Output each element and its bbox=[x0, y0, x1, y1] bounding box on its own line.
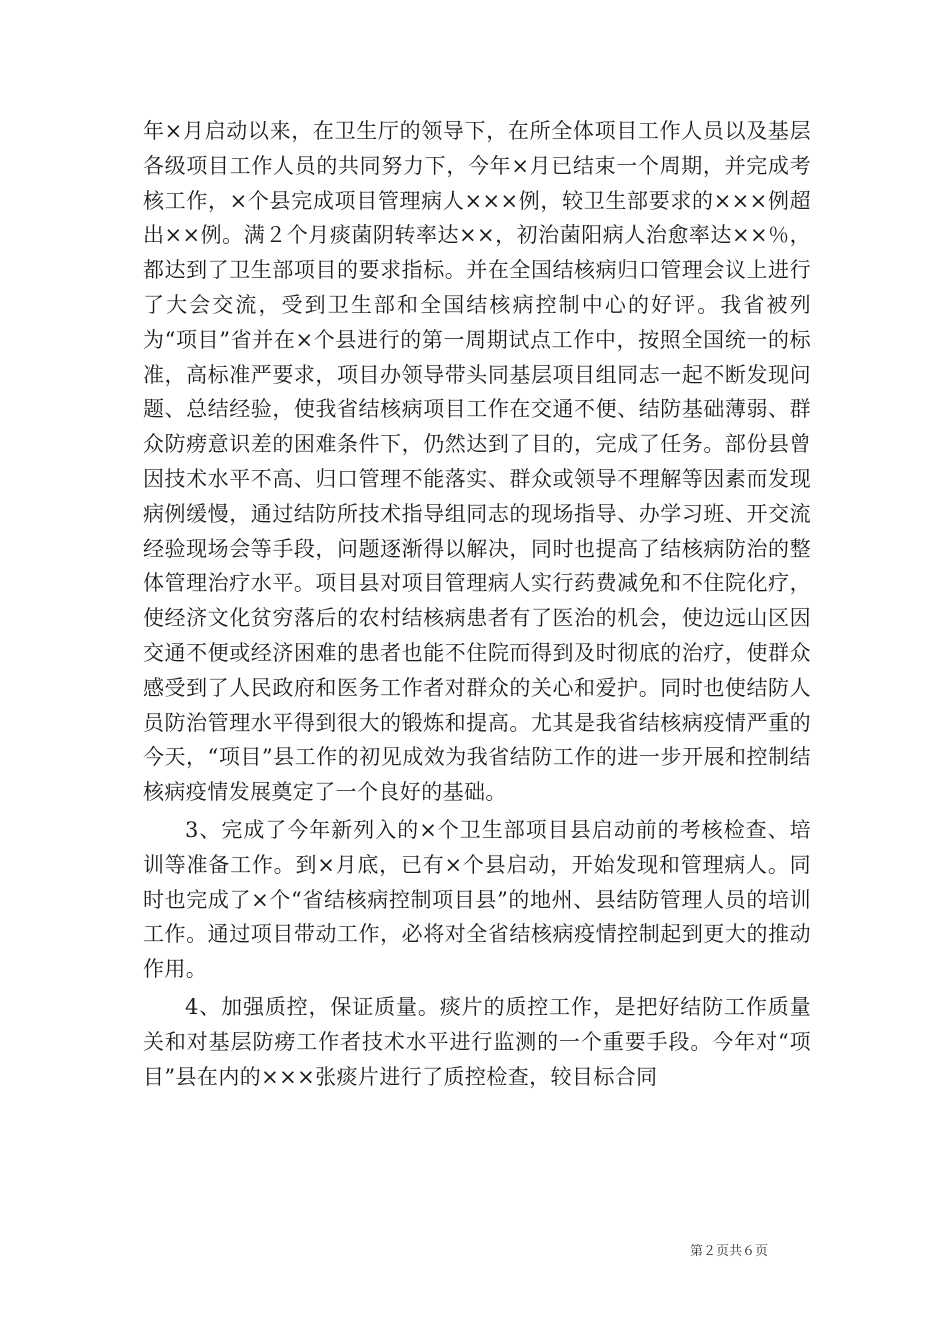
paragraph-item-3: 3、完成了今年新列入的×个卫生部项目县启动前的考核检查、培训等准备工作。到×月底，已有×个县启动，开始发现和管理病人。同时也完成了×个“省结核病控制项目县”的地州、县结防管理人员的培训工作。通过项目带动工作，必将对全省结核病疫情控制起到更大的推动作用。 bbox=[143, 817, 811, 982]
document-body bbox=[143, 114, 811, 1094]
paragraph-item-4: 4、加强质控，保证质量。痰片的质控工作，是把好结防工作质量关和对基层防痨工作者技术水平进行监测的一个重要手段。今年对“项目”县在内的×××张痰片进行了质控检查，较目标合同 bbox=[143, 994, 811, 1089]
paragraph-continuation: 年×月启动以来，在卫生厅的领导下，在所全体项目工作人员以及基层各级项目工作人员的共同努力下，今年×月已结束一个周期，并完成考核工作，×个县完成项目管理病人×××例，较卫生部要求的×××例超出××例。满２个月痰菌阴转率达××，初治菌阳病人治愈率达××％，都达到了卫生部项目的要求指标。并在全国结核病归口管理会议上进行了大会交流，受到卫生部和全国结核病控制中心的好评。我省被列为“项目”省并在×个县进行的第一周期试点工作中，按照全国统一的标准，高标准严要求，项目办领导带头同基层项目组同志一起不断发现问题、总结经验，使我省结核病项目工作在交通不便、结防基础薄弱、群众防痨意识差的困难条件下，仍然达到了目的，完成了任务。部份县曾因技术水平不高、归口管理不能落实、群众或领导不理解等因素而发现病例缓慢，通过结防所技术指导组同志的现场指导、办学习班、开交流经验现场会等手段，问题逐渐得以解决，同时也提高了结核病防治的整体管理治疗水平。项目县对项目管理病人实行药费减免和不住院化疗，使经济文化贫穷落后的农村结核病患者有了医治的机会，使边远山区因交通不便或经济困难的患者也能不住院而得到及时彻底的治疗，使群众感受到了人民政府和医务工作者对群众的关心和爱护。同时也使结防人员防治管理水平得到很大的锻炼和提高。尤其是我省结核病疫情严重的今天，“项目”县工作的初见成效为我省结防工作的进一步开展和控制结核病疫情发展奠定了一个良好的基础。 bbox=[143, 119, 811, 805]
page-number-footer: 第２页共６页 bbox=[690, 1244, 769, 1259]
